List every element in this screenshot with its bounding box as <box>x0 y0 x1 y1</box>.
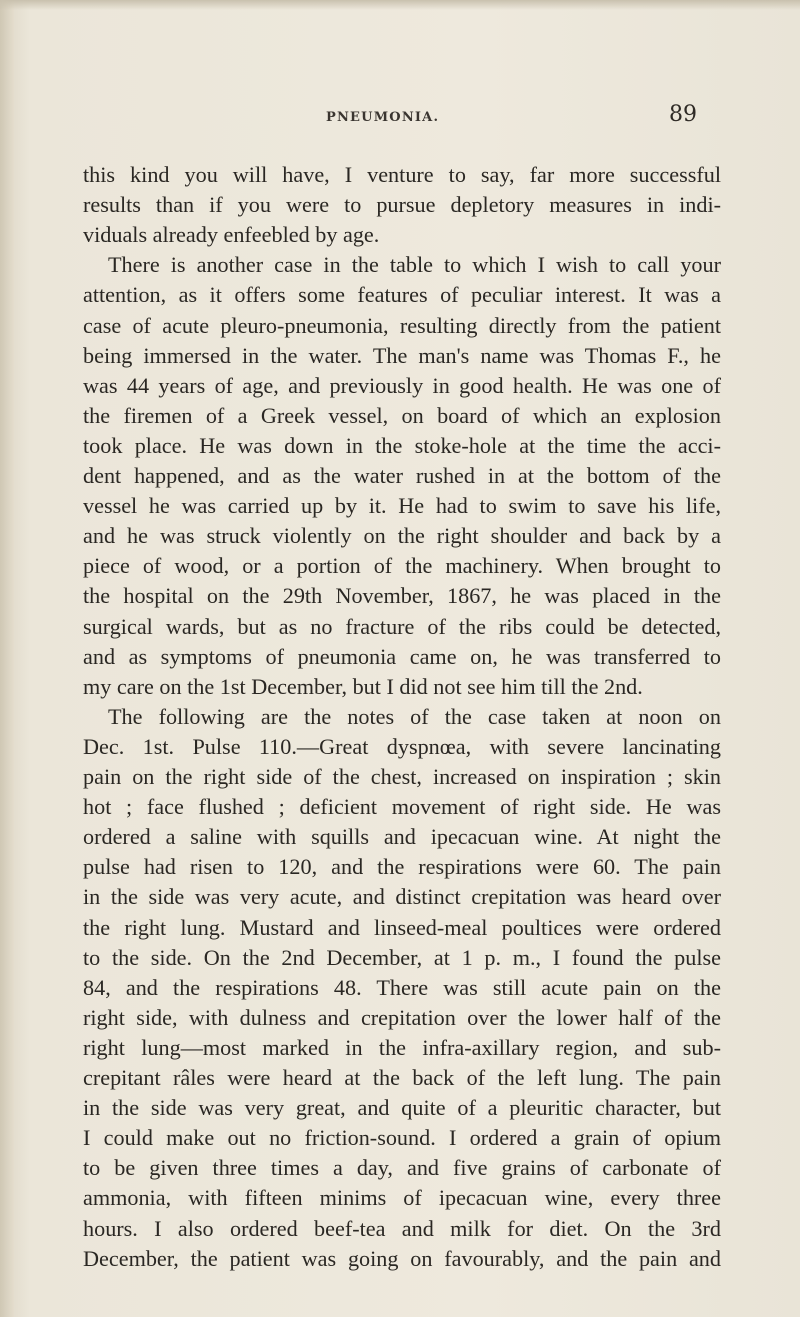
text-line: in the side was very acute, and distinct crepitation was heard over <box>83 884 721 909</box>
text-line: vessel he was carried up by it. He had to swim to save his life, <box>83 493 721 518</box>
text-line: to the side. On the 2nd December, at 1 p. m., I found the pulse <box>83 945 721 970</box>
running-head <box>0 100 800 130</box>
text-line: my care on the 1st December, but I did not see him till the 2nd. <box>83 674 643 699</box>
text-line: the firemen of a Greek vessel, on board of which an explosion <box>83 403 721 428</box>
text-line: December, the patient was going on favourably, and the pain and <box>83 1246 721 1271</box>
text-line: results than if you were to pursue depletory measures in indi- <box>83 192 721 217</box>
text-line: was 44 years of age, and previously in good health. He was one of <box>83 373 721 398</box>
page-top-shadow <box>0 0 800 10</box>
text-line: dent happened, and as the water rushed in at the bottom of the <box>83 463 721 488</box>
text-line: hours. I also ordered beef-tea and milk for diet. On the 3rd <box>83 1216 721 1241</box>
text-line: pulse had risen to 120, and the respirations were 60. The pain <box>83 854 721 879</box>
page-gutter <box>0 0 14 1317</box>
text-line: and he was struck violently on the right shoulder and back by a <box>83 523 721 548</box>
text-line: attention, as it offers some features of peculiar interest. It was a <box>83 282 721 307</box>
text-line: surgical wards, but as no fracture of the ribs could be detected, <box>83 614 721 639</box>
text-line: took place. He was down in the stoke-hole at the time the acci- <box>83 433 721 458</box>
text-line: and as symptoms of pneumonia came on, he was transferred to <box>83 644 721 669</box>
text-line: hot ; face flushed ; deficient movement of right side. He was <box>83 794 721 819</box>
text-line: viduals already enfeebled by age. <box>83 222 380 247</box>
text-line: the right lung. Mustard and linseed-meal poultices were ordered <box>83 915 721 940</box>
text-line: ordered a saline with squills and ipecacuan wine. At night the <box>83 824 721 849</box>
text-line: to be given three times a day, and five grains of carbonate of <box>83 1155 721 1180</box>
text-line: Dec. 1st. Pulse 110.—Great dyspnœa, with severe lancinating <box>83 734 721 759</box>
text-line: the hospital on the 29th November, 1867, he was placed in the <box>83 583 721 608</box>
text-line: this kind you will have, I venture to say, far more successful <box>83 162 721 187</box>
text-line: right side, with dulness and crepitation over the lower half of the <box>83 1005 721 1030</box>
text-line: being immersed in the water. The man's name was Thomas F., he <box>83 343 721 368</box>
text-line: The following are the notes of the case taken at noon on <box>108 704 721 729</box>
text-line: I could make out no friction-sound. I ordered a grain of opium <box>83 1125 721 1150</box>
running-title: PNEUMONIA. <box>326 110 440 125</box>
text-line: There is another case in the table to which I wish to call your <box>108 252 721 277</box>
text-line: ammonia, with fifteen minims of ipecacuan wine, every three <box>83 1185 721 1210</box>
text-line: right lung—most marked in the infra-axillary region, and sub- <box>83 1035 721 1060</box>
text-line: in the side was very great, and quite of a pleuritic character, but <box>83 1095 721 1120</box>
text-line: case of acute pleuro-pneumonia, resulting directly from the patient <box>83 313 721 338</box>
text-line: crepitant râles were heard at the back of the left lung. The pain <box>83 1065 721 1090</box>
text-line: 84, and the respirations 48. There was still acute pain on the <box>83 975 721 1000</box>
page-number: 89 <box>669 102 697 127</box>
text-line: pain on the right side of the chest, increased on inspiration ; skin <box>83 764 721 789</box>
text-line: piece of wood, or a portion of the machinery. When brought to <box>83 553 721 578</box>
